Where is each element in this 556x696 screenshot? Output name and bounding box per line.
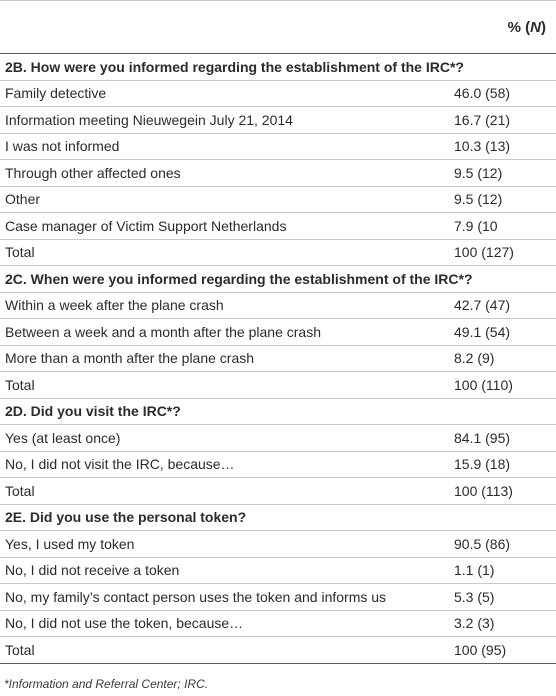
row-label: Within a week after the plane crash: [5, 297, 224, 314]
table-row-total: [0, 372, 556, 399]
table-row: [0, 107, 556, 134]
row-value: 9.5 (12): [454, 191, 503, 208]
table-row: [0, 134, 556, 161]
row-value: 1.1 (1): [454, 562, 495, 579]
section-title-2e: [0, 505, 556, 532]
table-row-total: [0, 637, 556, 664]
row-label: Information meeting Nieuwegein July 21, 2014: [5, 111, 293, 128]
row-value: 46.0 (58): [454, 85, 511, 102]
row-label: No, I did not visit the IRC, because…: [5, 456, 235, 473]
table-header-row: [0, 0, 556, 54]
table-row: [0, 213, 556, 240]
row-value: 10.3 (13): [454, 138, 511, 155]
row-label: Other: [5, 191, 41, 208]
row-value: 5.3 (5): [454, 588, 495, 605]
column-header-percent-n: [508, 19, 546, 36]
row-label: Yes, I used my token: [5, 535, 135, 552]
row-label: Total: [5, 244, 35, 261]
row-label: Case manager of Victim Support Netherlands: [5, 217, 287, 234]
row-value: 3.2 (3): [454, 615, 495, 632]
row-value: 8.2 (9): [454, 350, 495, 367]
section-title-2d: [0, 399, 556, 426]
row-value: 9.5 (12): [454, 164, 503, 181]
row-label: No, I did not use the token, because…: [5, 615, 244, 632]
column-header-percent-label: % (: [507, 18, 531, 36]
table-row: [0, 293, 556, 320]
row-value: 100 (95): [454, 641, 507, 658]
table-row: [0, 187, 556, 214]
table-row: [0, 425, 556, 452]
row-label: Between a week and a month after the plane crash: [5, 323, 321, 340]
section-title-text: 2B. How were you informed regarding the establishment of the IRC*?: [5, 58, 464, 75]
table-row: [0, 346, 556, 373]
row-value: 49.1 (54): [454, 323, 511, 340]
row-label: Total: [5, 641, 35, 658]
table-row: [0, 611, 556, 638]
row-value: 100 (127): [454, 244, 514, 261]
row-label: Through other affected ones: [5, 164, 181, 181]
row-label: No, I did not receive a token: [5, 562, 180, 579]
table-row-total: [0, 478, 556, 505]
column-header-close-label: ): [541, 18, 546, 36]
table-footnote: *Information and Referral Center; IRC.: [4, 677, 209, 691]
row-value: 16.7 (21): [454, 111, 511, 128]
row-label: More than a month after the plane crash: [5, 350, 255, 367]
row-value: 90.5 (86): [454, 535, 511, 552]
section-title-2b: [0, 54, 556, 81]
table-row: [0, 558, 556, 585]
row-value: 7.9 (10: [454, 217, 498, 234]
section-title-text: 2C. When were you informed regarding the establishment of the IRC*?: [5, 270, 473, 287]
row-label: Total: [5, 376, 35, 393]
table-row: [0, 319, 556, 346]
row-label: No, my family’s contact person uses the token and informs us: [5, 588, 387, 605]
row-value: 100 (113): [454, 482, 513, 499]
table-row-total: [0, 240, 556, 267]
row-value: 84.1 (95): [454, 429, 511, 446]
row-label: I was not informed: [5, 138, 120, 155]
table-row: [0, 531, 556, 558]
section-title-text: 2E. Did you use the personal token?: [5, 509, 247, 526]
column-header-n-label: N: [530, 18, 541, 36]
table-row: [0, 584, 556, 611]
section-title-2c: [0, 266, 556, 293]
row-label: Total: [5, 482, 35, 499]
row-value: 100 (110): [454, 376, 513, 393]
table-row: [0, 81, 556, 108]
row-label: Family detective: [5, 85, 107, 102]
row-label: Yes (at least once): [5, 429, 121, 446]
section-title-text: 2D. Did you visit the IRC*?: [5, 403, 181, 420]
row-value: 15.9 (18): [454, 456, 511, 473]
table-row: [0, 452, 556, 479]
table-row: [0, 160, 556, 187]
row-value: 42.7 (47): [454, 297, 511, 314]
